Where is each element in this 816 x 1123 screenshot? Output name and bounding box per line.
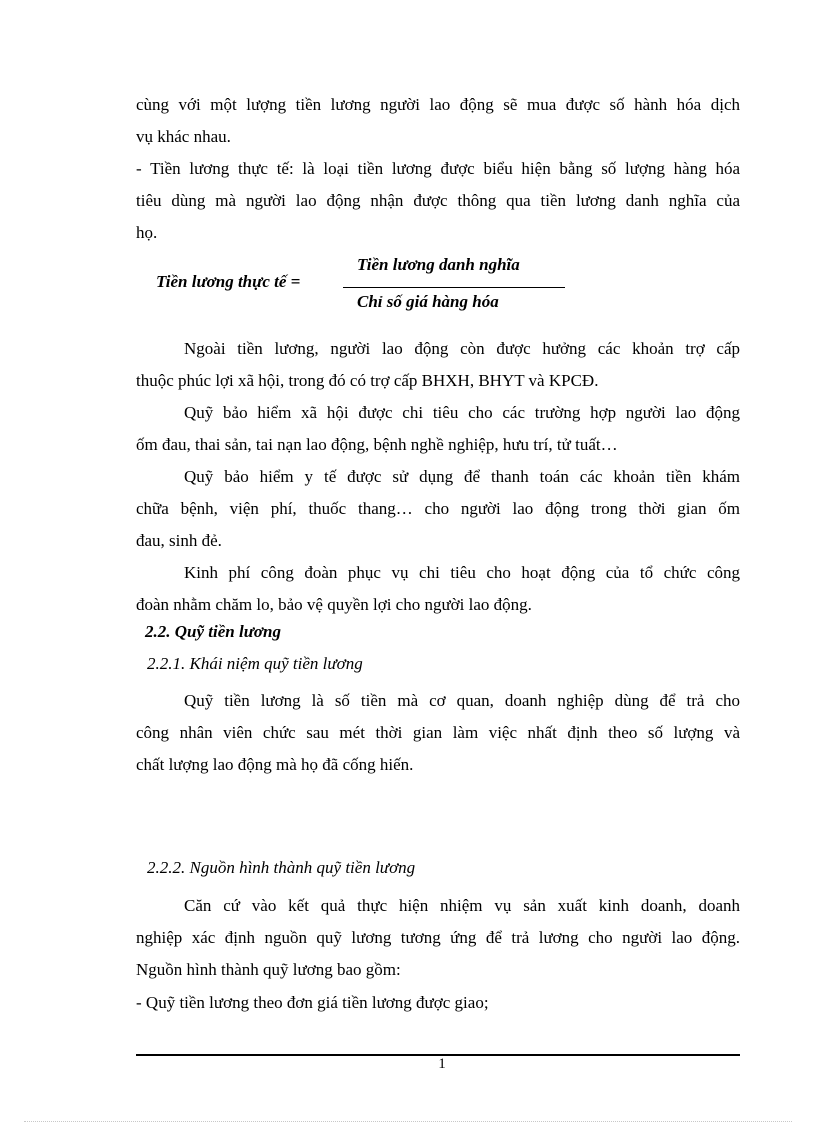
subsection-heading: 2.2.2. Nguồn hình thành quỹ tiền lương [147, 858, 416, 877]
text-line: họ. [136, 223, 158, 242]
text-line: chữa bệnh, viện phí, thuốc thang… cho người lao động trong thời gian ốm [136, 499, 740, 518]
text-line: Quỹ bảo hiểm xã hội được chi tiêu cho các trường hợp người lao động [184, 403, 740, 422]
page-number: 1 [438, 1056, 446, 1072]
text-line: tiêu dùng mà người lao động nhận được thông qua tiền lương danh nghĩa của [136, 191, 740, 210]
text-line: - Quỹ tiền lương theo đơn giá tiền lương được giao; [136, 993, 489, 1012]
fraction-line [343, 287, 565, 288]
formula-left-side: Tiền lương thực tế = [156, 272, 301, 291]
text-line: Căn cứ vào kết quả thực hiện nhiệm vụ sản xuất kinh doanh, doanh [184, 896, 740, 915]
page-bottom-border [24, 1121, 792, 1122]
text-line: Nguồn hình thành quỹ lương bao gồm: [136, 960, 401, 979]
paragraph-health-insurance [136, 461, 740, 557]
paragraph-wage-purchasing [136, 89, 740, 153]
text-line: đau, sinh đẻ. [136, 531, 222, 550]
subsection-heading: 2.2.1. Khái niệm quỹ tiền lương [147, 654, 363, 673]
paragraph-union-fund [136, 557, 740, 621]
paragraph-wage-fund-sources [136, 890, 740, 986]
text-line: công nhân viên chức sau mét thời gian làm việc nhất định theo số lượng và [136, 723, 740, 742]
paragraph-allowances [136, 333, 740, 397]
paragraph-real-wage [136, 153, 740, 249]
text-line: Quỹ tiền lương là số tiền mà cơ quan, doanh nghiệp dùng để trả cho [184, 691, 740, 710]
list-item-unit-price-fund [136, 987, 740, 1019]
text-line: cùng với một lượng tiền lương người lao động sẽ mua được số hành hóa dịch [136, 95, 740, 114]
text-line: Quỹ bảo hiểm y tế được sử dụng để thanh toán các khoản tiền khám [184, 467, 740, 486]
section-heading: 2.2. Quỹ tiền lương [145, 622, 281, 641]
text-line: nghiệp xác định nguồn quỹ lương tương ứng để trả lương cho người lao động. [136, 928, 740, 947]
text-line: chất lượng lao động mà họ đã cống hiến. [136, 755, 414, 774]
paragraph-wage-fund-definition [136, 685, 740, 781]
text-line: - Tiền lương thực tế: là loại tiền lương được biểu hiện bằng số lượng hàng hóa [136, 159, 740, 178]
formula-numerator: Tiền lương danh nghĩa [357, 255, 520, 274]
text-line: Kinh phí công đoàn phục vụ chi tiêu cho hoạt động của tổ chức công [184, 563, 740, 582]
formula-denominator: Chỉ số giá hàng hóa [357, 292, 499, 311]
paragraph-social-insurance [136, 397, 740, 461]
text-line: thuộc phúc lợi xã hội, trong đó có trợ cấp BHXH, BHYT và KPCĐ. [136, 371, 599, 390]
text-line: Ngoài tiền lương, người lao động còn được hưởng các khoản trợ cấp [184, 339, 740, 358]
text-line: đoàn nhằm chăm lo, bảo vệ quyền lợi cho người lao động. [136, 595, 532, 614]
text-line: ốm đau, thai sản, tai nạn lao động, bệnh nghề nghiệp, hưu trí, tử tuất… [136, 435, 618, 454]
text-line: vụ khác nhau. [136, 127, 231, 146]
